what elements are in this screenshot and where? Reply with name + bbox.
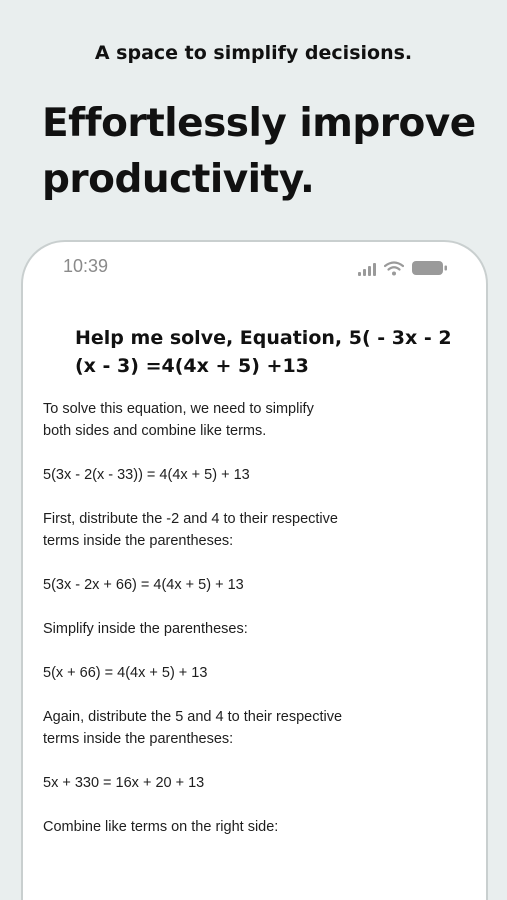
answer-equation: 5(3x - 2(x - 33)) = 4(4x + 5) + 13 — [43, 467, 250, 483]
answer-equation: 5x + 330 = 16x + 20 + 13 — [43, 775, 205, 791]
answer-paragraph: Simplify inside the parentheses: — [43, 621, 248, 637]
assistant-answer — [43, 398, 343, 860]
chat-content — [75, 324, 475, 398]
answer-equation: 5(x + 66) = 4(4x + 5) + 13 — [43, 665, 208, 681]
status-time: 10:39 — [63, 256, 109, 276]
answer-paragraph: Again, distribute the 5 and 4 to their respective terms inside the parentheses: — [43, 709, 343, 747]
headline-line-2: productivity. — [42, 157, 315, 202]
signal-icon — [358, 262, 376, 276]
status-icons — [358, 260, 448, 276]
wifi-icon — [384, 261, 404, 276]
user-question: Help me solve, Equation, 5( - 3x - 2 (x - 3) =4(4x + 5) +13 — [75, 327, 452, 377]
answer-paragraph: First, distribute the -2 and 4 to their respective terms inside the parentheses: — [43, 511, 338, 549]
answer-paragraph: To solve this equation, we need to simplify both sides and combine like terms. — [43, 401, 314, 439]
battery-icon — [412, 260, 448, 276]
phone-mockup — [21, 240, 488, 900]
answer-paragraph: Combine like terms on the right side: — [43, 819, 279, 835]
tagline: A space to simplify decisions. — [94, 42, 413, 64]
headline-line-1: Effortlessly improve — [42, 101, 476, 146]
status-bar — [23, 256, 486, 282]
headline — [42, 96, 482, 208]
answer-equation: 5(3x - 2x + 66) = 4(4x + 5) + 13 — [43, 577, 244, 593]
